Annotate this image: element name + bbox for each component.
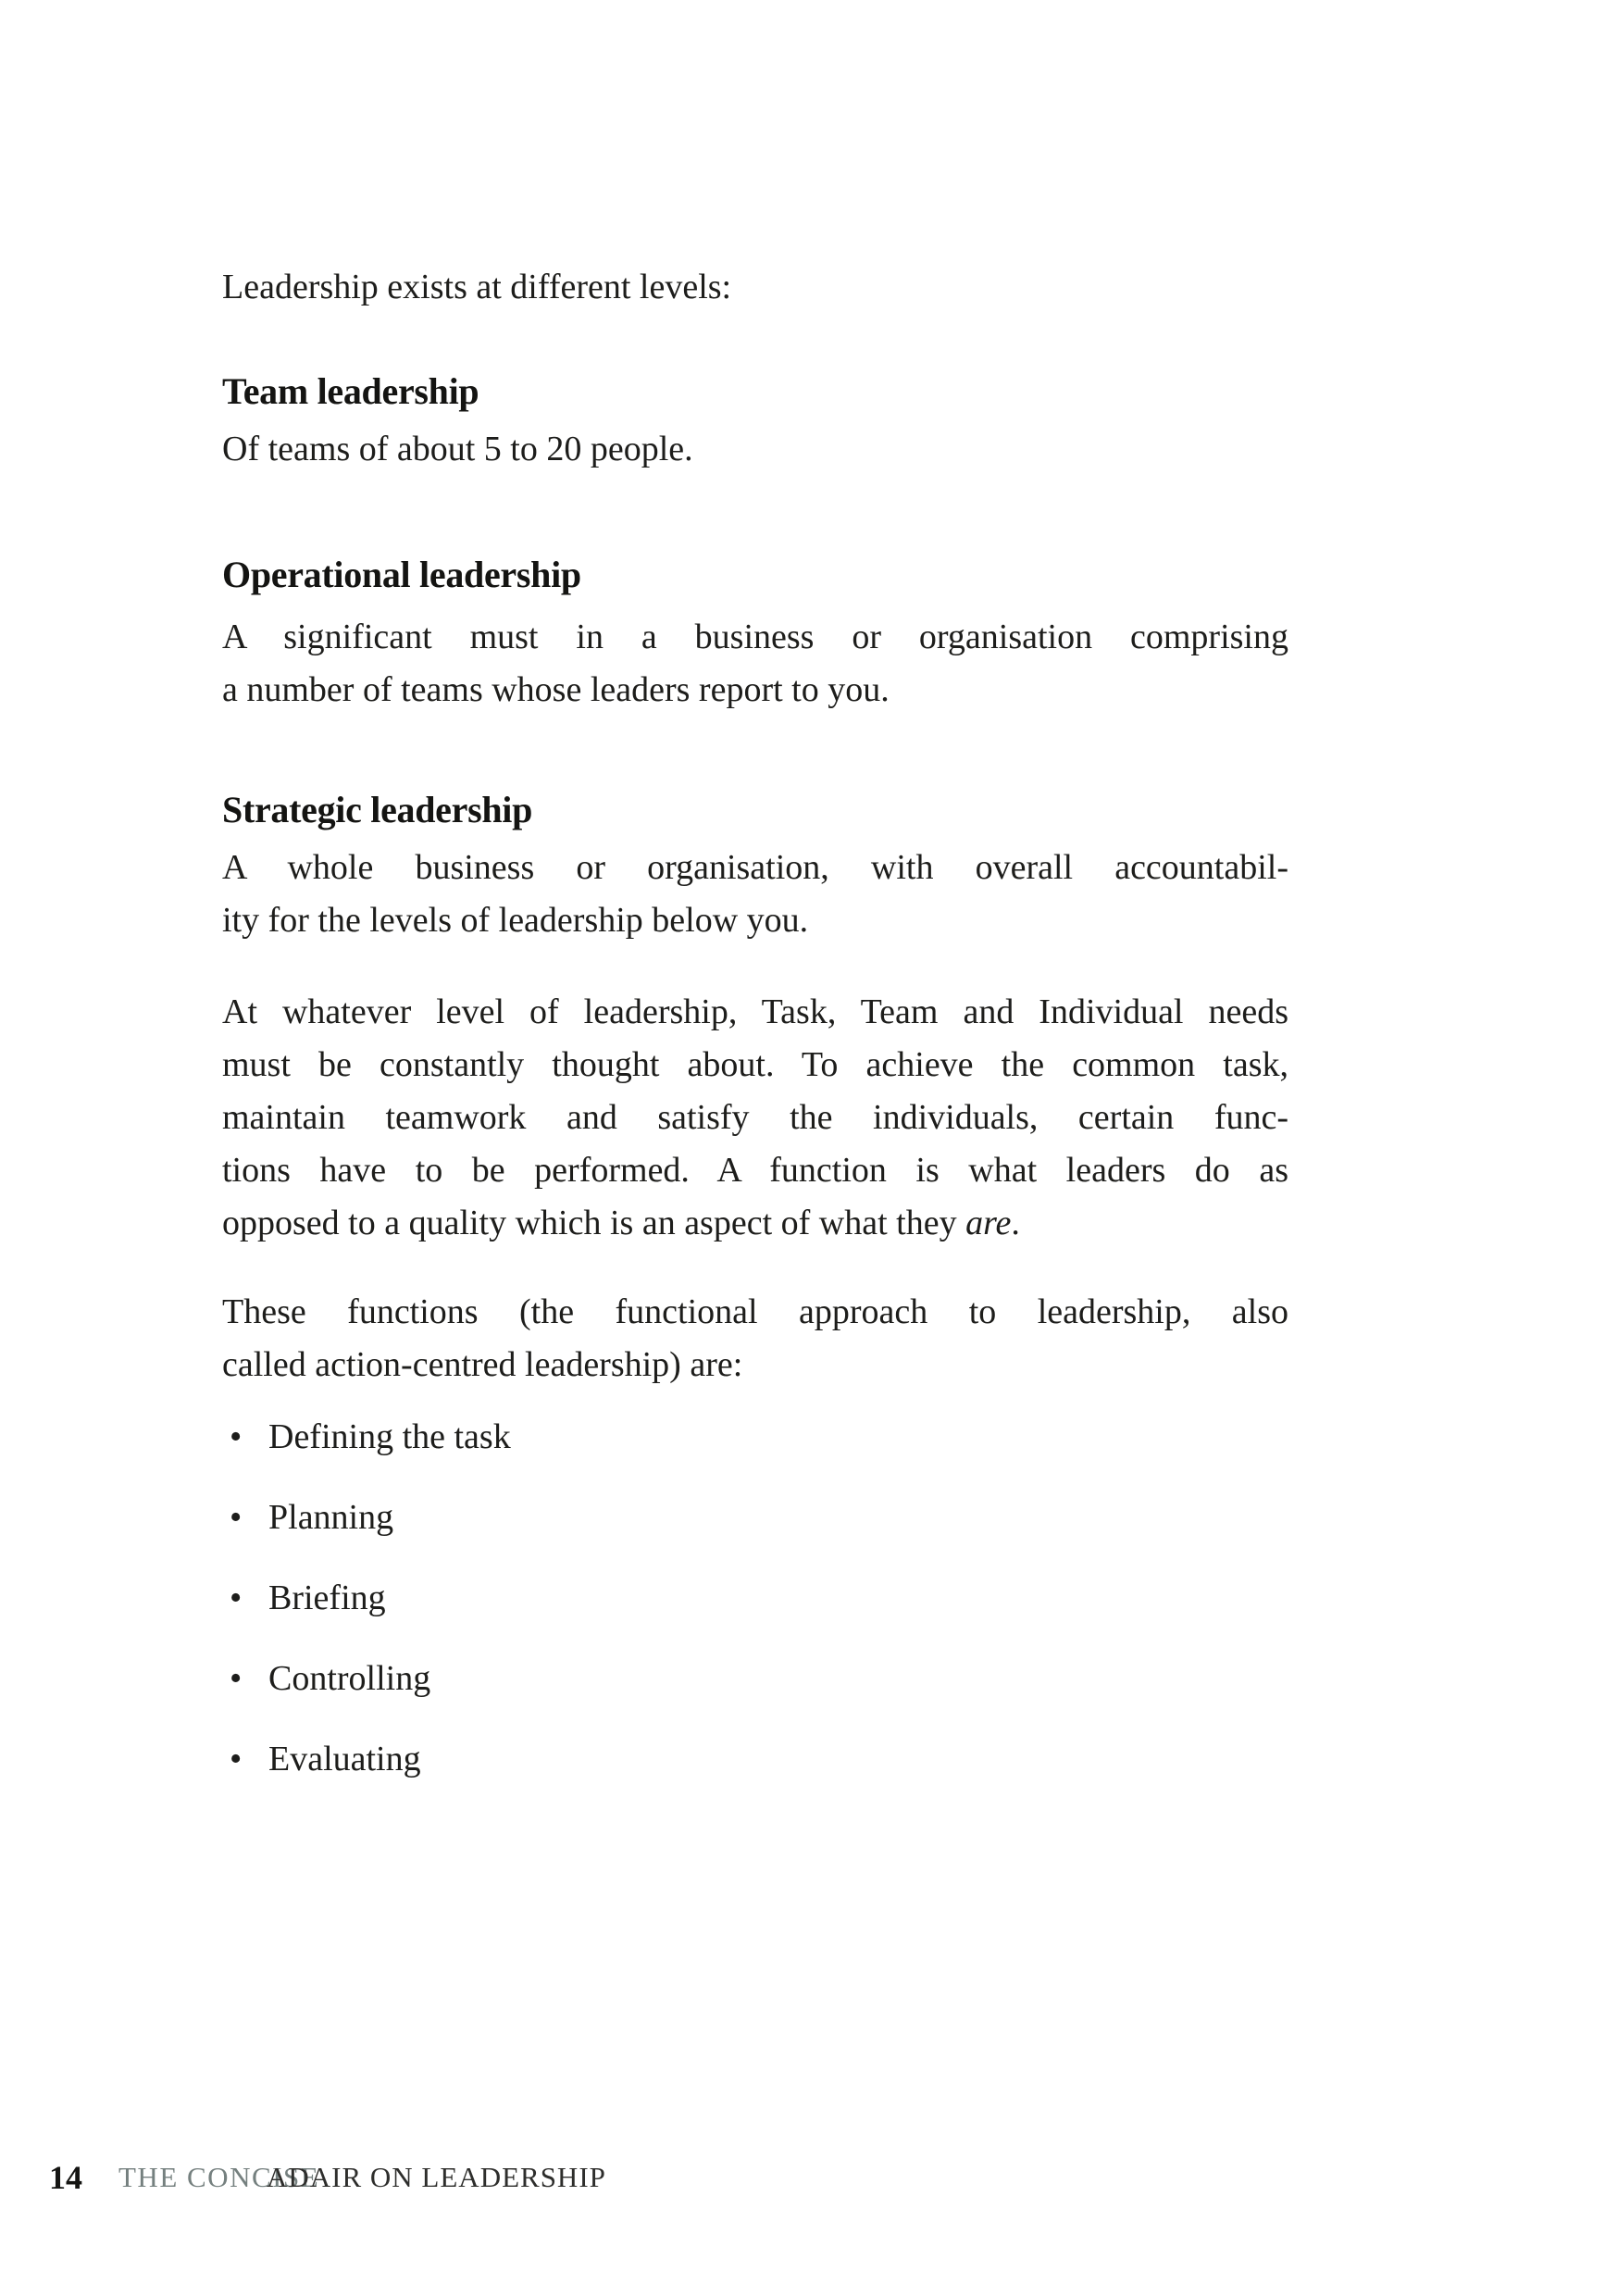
paragraph-line: ity for the levels of leadership below you. [222, 901, 809, 940]
bullet-label: Controlling [268, 1659, 431, 1698]
paragraph-line: A whole business or organisation, with overall accountabil- [222, 848, 1288, 887]
paragraph [222, 611, 1288, 717]
footer [0, 2159, 1618, 2196]
bullet-item [222, 1733, 1288, 1786]
bullet-label: Evaluating [268, 1740, 421, 1778]
paragraph-line: a number of teams whose leaders report to you. [222, 670, 890, 709]
bullet-dot-icon: • [230, 1659, 243, 1698]
page-number: 14 [49, 2159, 82, 2196]
paragraph-line: must be constantly thought about. To achieve the common task, [222, 1045, 1288, 1084]
bullet-dot-icon: • [230, 1417, 243, 1456]
paragraph-line: maintain teamwork and satisfy the individuals, certain func- [222, 1098, 1288, 1137]
bullet-dot-icon: • [230, 1578, 243, 1617]
paragraph-line: Of teams of about 5 to 20 people. [222, 430, 693, 468]
bullet-dot-icon: • [230, 1498, 243, 1537]
bullet-item [222, 1572, 1288, 1625]
paragraph-line: Leadership exists at different levels: [222, 268, 732, 306]
paragraph-line: These functions (the functional approach to leadership, also [222, 1292, 1288, 1331]
emphasized-word: are [965, 1204, 1012, 1242]
paragraph-line: called action-centred leadership) are: [222, 1345, 743, 1384]
bullet-list [222, 1411, 1288, 1786]
paragraph [222, 986, 1288, 1250]
paragraph-line [222, 1197, 1288, 1250]
bullet-label: Defining the task [268, 1417, 511, 1456]
bullet-dot-icon: • [230, 1740, 243, 1778]
bullet-item [222, 1411, 1288, 1464]
paragraph [222, 842, 1288, 947]
text-column [222, 261, 1288, 1786]
bullet-label: Planning [268, 1498, 394, 1537]
section-heading: Strategic leadership [222, 789, 533, 830]
line-text: . [1011, 1204, 1020, 1242]
footer-book-title: ADAIR ON LEADERSHIP [267, 2161, 606, 2193]
bullet-label: Briefing [268, 1578, 386, 1617]
paragraph-line: A significant must in a business or organisation comprising [222, 618, 1288, 656]
paragraph-line: tions have to be performed. A function is what leaders do as [222, 1151, 1288, 1190]
bullet-item [222, 1653, 1288, 1705]
bullet-item [222, 1491, 1288, 1544]
line-text: opposed to a quality which is an aspect of what they [222, 1204, 966, 1242]
paragraph [222, 423, 1288, 476]
section-heading: Operational leadership [222, 554, 581, 595]
paragraph [222, 261, 1288, 314]
footer-series: THE CONCISE [118, 2161, 320, 2193]
paragraph [222, 1286, 1288, 1391]
section-heading: Team leadership [222, 370, 479, 412]
paragraph-line: At whatever level of leadership, Task, Team and Individual needs [222, 992, 1288, 1031]
